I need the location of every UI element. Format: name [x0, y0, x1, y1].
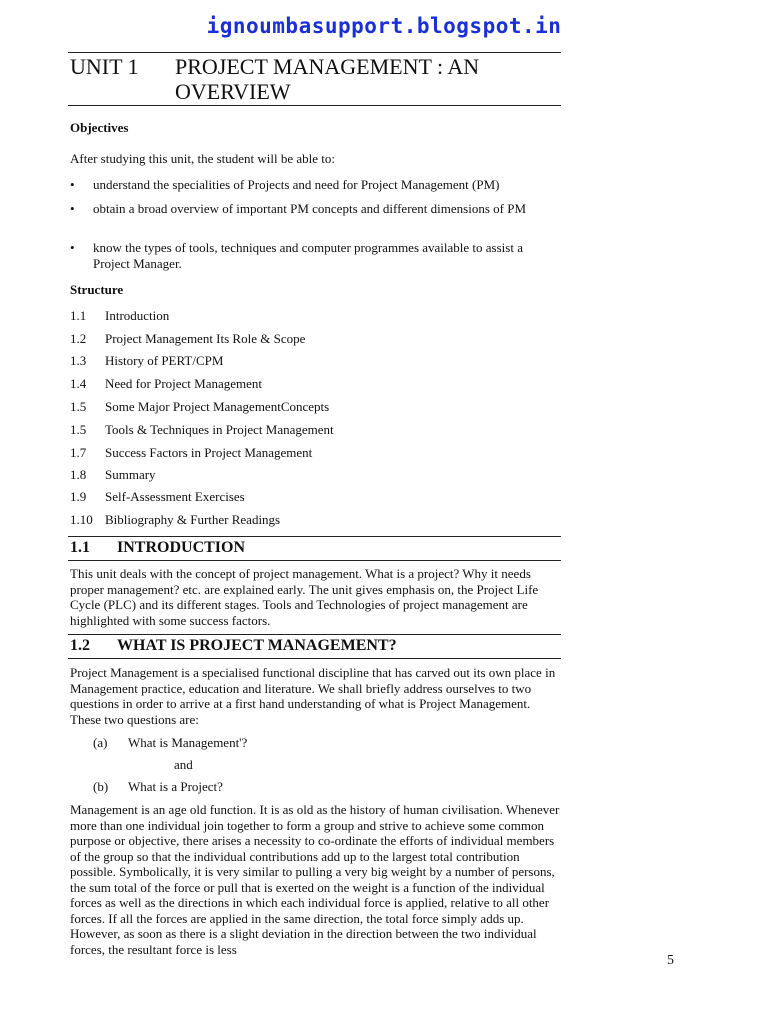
- objectives-intro: After studying this unit, the student will be able to:: [70, 151, 336, 166]
- section-1-2-number: 1.2: [70, 637, 90, 654]
- structure-item-number: 1.3: [70, 353, 87, 368]
- section-1-2-title: WHAT IS PROJECT MANAGEMENT?: [117, 637, 397, 654]
- structure-item-number: 1.1: [70, 308, 87, 323]
- question-b-text: What is a Project?: [128, 779, 223, 794]
- structure-item-label: Need for Project Management: [105, 376, 263, 391]
- section-1-2-body-continued: Management is an age old function. It is as old as the history of human civilisation. Whenever more than one individual join together to form a group and strive to achieve some common purpose or objective, there arises a necessity to co-ordinate the efforts of individual members of the group so that the individual contributions add up to the largest total contribution possible. Symbolically, it is very similar to pulling a very big weight by a number of persons, the sum total of the force or pull that is exerted on the weight is a function of the individual forces as well as the directions in which each individual force is applied, relative to all other forces. If all the forces are applied in the same direction, the total force simply adds up. However, as soon as there is a slight deviation in the direction between the two individual forces, the resultant force is less: [70, 802, 560, 957]
- question-a-text: What is Management'?: [128, 735, 248, 750]
- page-number: 5: [667, 953, 674, 968]
- structure-item-label: Summary: [105, 467, 156, 482]
- question-b-label: (b): [93, 779, 109, 794]
- structure-item-number: 1.2: [70, 331, 87, 346]
- section-1-1-top-rule: [68, 536, 561, 537]
- title-top-rule: [68, 52, 561, 53]
- section-1-1-body: This unit deals with the concept of project management. What is a project? Why it needs proper management? etc. are explained early. The unit gives emphasis on, the Project Life Cycle (PLC) and its different stages. Tools and Technologies of project management are highlighted with some success factors.: [70, 566, 539, 628]
- structure-item-label: Project Management Its Role & Scope: [105, 331, 306, 346]
- objectives-heading: Objectives: [70, 120, 129, 135]
- section-1-2-bottom-rule: [68, 658, 561, 659]
- bullet-icon: •: [70, 201, 75, 216]
- objective-item: understand the specialities of Projects and need for Project Management (PM): [93, 177, 500, 192]
- structure-item-number: 1.8: [70, 467, 87, 482]
- and-connector: and: [174, 757, 193, 772]
- structure-item-label: Success Factors in Project Management: [105, 445, 313, 460]
- structure-item-label: Tools & Techniques in Project Management: [105, 422, 334, 437]
- bullet-icon: •: [70, 240, 75, 255]
- unit-number: UNIT 1: [70, 54, 139, 79]
- structure-heading: Structure: [70, 282, 124, 297]
- structure-item-label: Some Major Project ManagementConcepts: [105, 399, 330, 414]
- structure-item-number: 1.10: [70, 512, 93, 527]
- structure-item-number: 1.7: [70, 445, 87, 460]
- title-bottom-rule: [68, 105, 561, 106]
- structure-item-number: 1.5: [70, 399, 87, 414]
- structure-item-label: History of PERT/CPM: [105, 353, 224, 368]
- objective-item: know the types of tools, techniques and computer programmes available to assist a Project Manager.: [93, 240, 523, 271]
- section-1-2-top-rule: [68, 634, 561, 635]
- unit-title: PROJECT MANAGEMENT : AN OVERVIEW: [175, 54, 480, 104]
- blog-banner: ignoumbasupport.blogspot.in: [206, 14, 562, 38]
- question-a-label: (a): [93, 735, 108, 750]
- structure-item-label: Bibliography & Further Readings: [105, 512, 281, 527]
- structure-item-number: 1.5: [70, 422, 87, 437]
- structure-item-label: Self-Assessment Exercises: [105, 489, 245, 504]
- bullet-icon: •: [70, 177, 75, 192]
- structure-item-label: Introduction: [105, 308, 170, 323]
- section-1-1-bottom-rule: [68, 560, 561, 561]
- structure-item-number: 1.9: [70, 489, 87, 504]
- section-1-1-number: 1.1: [70, 539, 90, 556]
- section-1-2-body: Project Management is a specialised functional discipline that has carved out its own place in Management practice, education and literature. We shall briefly address ourselves to two questions in order to arrive at a first hand understanding of what is Project Management. These two questions are:: [70, 665, 556, 727]
- objective-item: obtain a broad overview of important PM concepts and different dimensions of PM: [93, 201, 527, 216]
- section-1-1-title: INTRODUCTION: [117, 539, 246, 556]
- structure-item-number: 1.4: [70, 376, 87, 391]
